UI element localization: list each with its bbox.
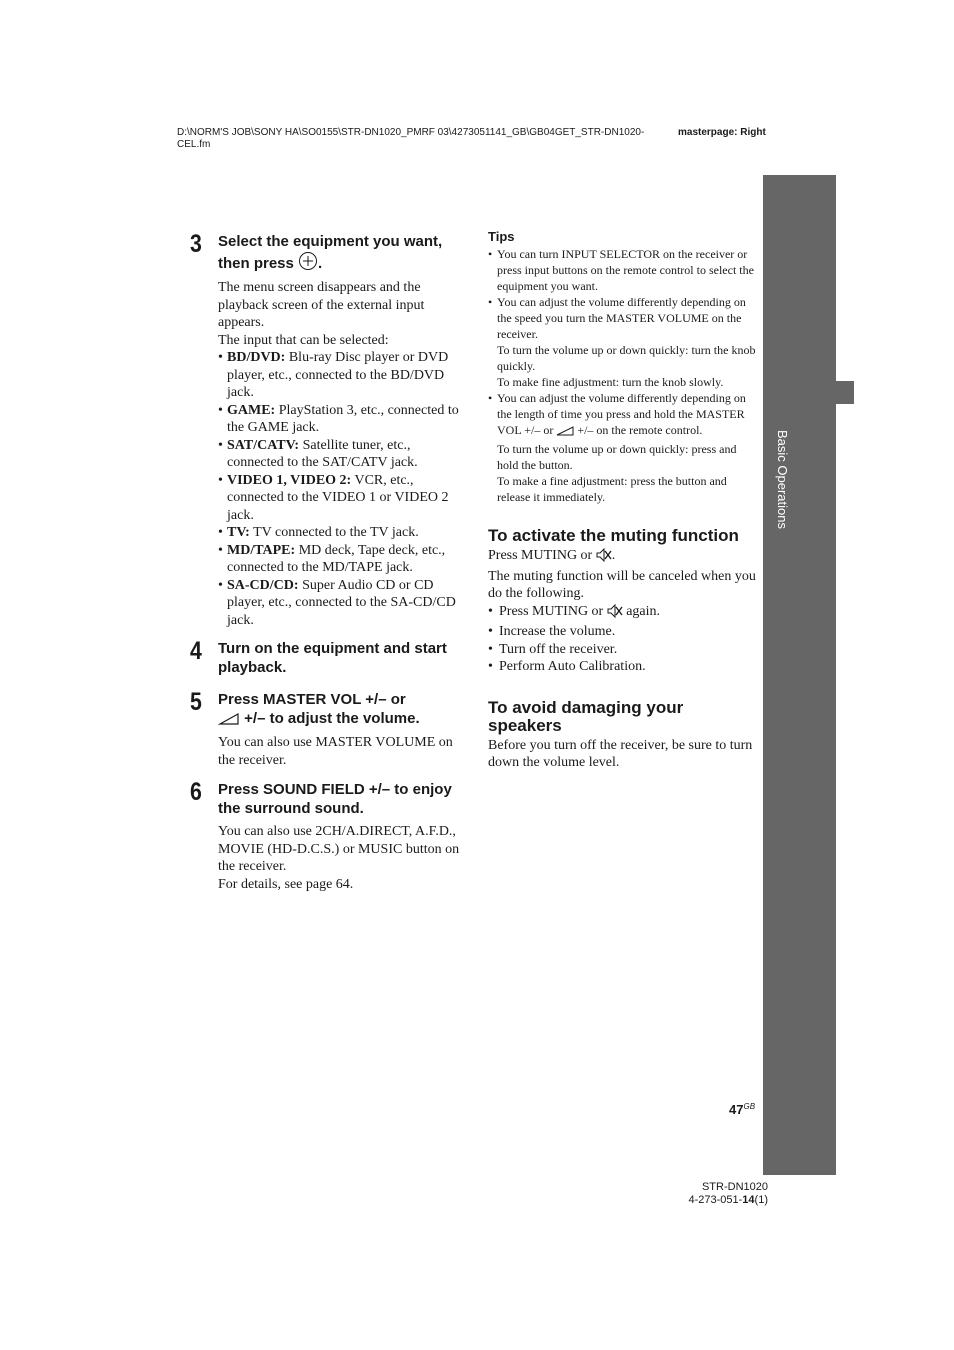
step-title-text: Select the equipment you want, then press xyxy=(218,233,443,272)
tips-title: Tips xyxy=(488,229,515,244)
enter-button-icon xyxy=(298,251,318,276)
page-number: $47^{GB}$ xyxy=(729,1102,756,1117)
list-item xyxy=(218,524,460,542)
mute-icon xyxy=(607,604,623,624)
list-item xyxy=(218,577,460,630)
step-number: 6 xyxy=(190,778,202,806)
list-item: • Press MUTING or again. xyxy=(488,603,756,624)
input-list xyxy=(218,349,460,629)
list-term: TV: xyxy=(227,525,250,540)
step-number: 5 xyxy=(190,688,202,716)
section-tab-marker xyxy=(836,381,854,404)
muting-paragraph: The muting function will be canceled when you do the following. xyxy=(488,568,756,601)
speakers-paragraph: Before you turn off the receiver, be sure to turn down the volume level. xyxy=(488,737,753,770)
step-title xyxy=(218,232,460,276)
list-desc: Satellite tuner, etc., connected to the SAT/CATV jack. xyxy=(227,437,418,470)
footer xyxy=(660,1181,768,1207)
tv-volume-icon xyxy=(218,712,240,731)
step-3 xyxy=(190,232,460,629)
list-item xyxy=(218,402,460,437)
speakers-section-title: To avoid damaging your speakers xyxy=(488,697,684,735)
section-tab-label: Basic Operations xyxy=(775,430,790,529)
list-item xyxy=(218,349,460,402)
tv-volume-icon xyxy=(556,425,574,441)
step-paragraph: The menu screen disappears and the playback screen of the external input appears. xyxy=(218,280,425,330)
step-title-text: Press MASTER VOL +/– or xyxy=(218,691,406,708)
list-item: • Increase the volume. xyxy=(488,623,756,641)
list-item xyxy=(218,437,460,472)
step-paragraph: The input that can be selected: xyxy=(218,332,389,348)
step-title xyxy=(218,690,460,731)
list-term: SA-CD/CD: xyxy=(227,577,299,593)
step-number: 4 xyxy=(190,637,202,665)
footer-model: STR-DN1020 xyxy=(701,1181,768,1193)
list-item: • Turn off the receiver. xyxy=(488,641,756,659)
step-number: 3 xyxy=(190,230,202,258)
list-term: BD/DVD: xyxy=(227,350,286,365)
mute-icon xyxy=(596,548,612,568)
list-item xyxy=(218,542,460,577)
list-desc: VCR, etc., connected to the VIDEO 1 or VIDEO 2 jack. xyxy=(227,472,449,523)
step-title-end: . xyxy=(318,255,323,272)
list-term: MD/TAPE: xyxy=(227,542,296,558)
tip-item: • You can turn INPUT SELECTOR on the receiver or press input buttons on the remote control to select the equipment you want. xyxy=(488,246,756,294)
list-item: • Perform Auto Calibration. xyxy=(488,658,756,676)
list-desc: Blu-ray Disc player or DVD player, etc., connected to the BD/DVD jack. xyxy=(227,350,449,400)
list-term: VIDEO 1, VIDEO 2: xyxy=(227,472,352,488)
footer-code: 4-273-051-14(1) xyxy=(688,1194,768,1206)
step-title: Press SOUND FIELD +/– to enjoy the surround sound. xyxy=(218,781,452,817)
step-4 xyxy=(190,639,460,677)
tip-item: • You can adjust the volume differently depending on the length of time you press and hold the MASTER VOL +/– or +/– on the remote control. To turn the volume up or down quickly: press and hold the button. To make a fine adjustment: press the button and release it immediately. xyxy=(488,390,756,505)
step-paragraph: For details, see page 64. xyxy=(218,876,354,892)
list-term: SAT/CATV: xyxy=(227,437,300,453)
section-tab xyxy=(763,175,836,1175)
step-6 xyxy=(190,780,460,893)
list-term: GAME: xyxy=(227,402,276,418)
step-title: Turn on the equipment and start playback. xyxy=(218,640,447,676)
file-path-header: D:\NORM'S JOB\SONY HA\SO0155\STR-DN1020_PMRF 03\4273051141_GB\GB04GET_STR-DN1020-CEL.fm xyxy=(177,127,645,150)
list-desc: MD deck, Tape deck, etc., connected to the MD/TAPE jack. xyxy=(227,542,446,575)
tip-item: • You can adjust the volume differently depending on the speed you turn the MASTER VOLUME on the receiver. To turn the volume up or down quickly: turn the knob quickly. To make fine adjustment: turn the knob slowly. xyxy=(488,294,756,390)
tips-list xyxy=(488,246,756,505)
masterpage-label: masterpage: Right xyxy=(678,127,766,138)
right-column: Tips • You can turn INPUT SELECTOR on the receiver or press input buttons on the remote control to select the equipment you want. • You can adjust the volume differently depending on the speed you turn the MASTER VOLUME on the receiver. To turn the volume up or down quickly: turn the knob quickly. To make fine adjustment: turn the knob slowly. • You can adjust the volume differently depending on the length of time you press and hold the MASTER VOL +/– or +/– on the remote control. To turn the volume up or down quickly: press and hold the button. To make a fine adjustment: press the button and release it immediately. To activate the muting function Press MUTING or . The muting function will be canceled when you do the following. • Press MUTING or again. • Increase the volume. • Turn off the receiver. • Perform Auto Calibration. To avoid damaging your speakers Before you turn off the receiver, be sure to turn down the volume level. xyxy=(488,229,756,772)
list-desc: TV connected to the TV jack. xyxy=(253,525,419,540)
step-paragraph: You can also use 2CH/A.DIRECT, A.F.D., MOVIE (HD-D.C.S.) or MUSIC button on the receiver. xyxy=(218,824,460,874)
list-desc: Super Audio CD or CD player, etc., connected to the SA-CD/CD jack. xyxy=(227,577,456,628)
list-item xyxy=(218,472,460,525)
muting-list xyxy=(488,603,756,676)
muting-section-title: To activate the muting function xyxy=(488,526,739,545)
left-column xyxy=(190,232,460,893)
list-desc: PlayStation 3, etc., connected to the GAME jack. xyxy=(227,402,459,435)
step-title-text: +/– to adjust the volume. xyxy=(244,710,420,727)
step-5 xyxy=(190,690,460,769)
step-paragraph: You can also use MASTER VOLUME on the receiver. xyxy=(218,735,453,768)
